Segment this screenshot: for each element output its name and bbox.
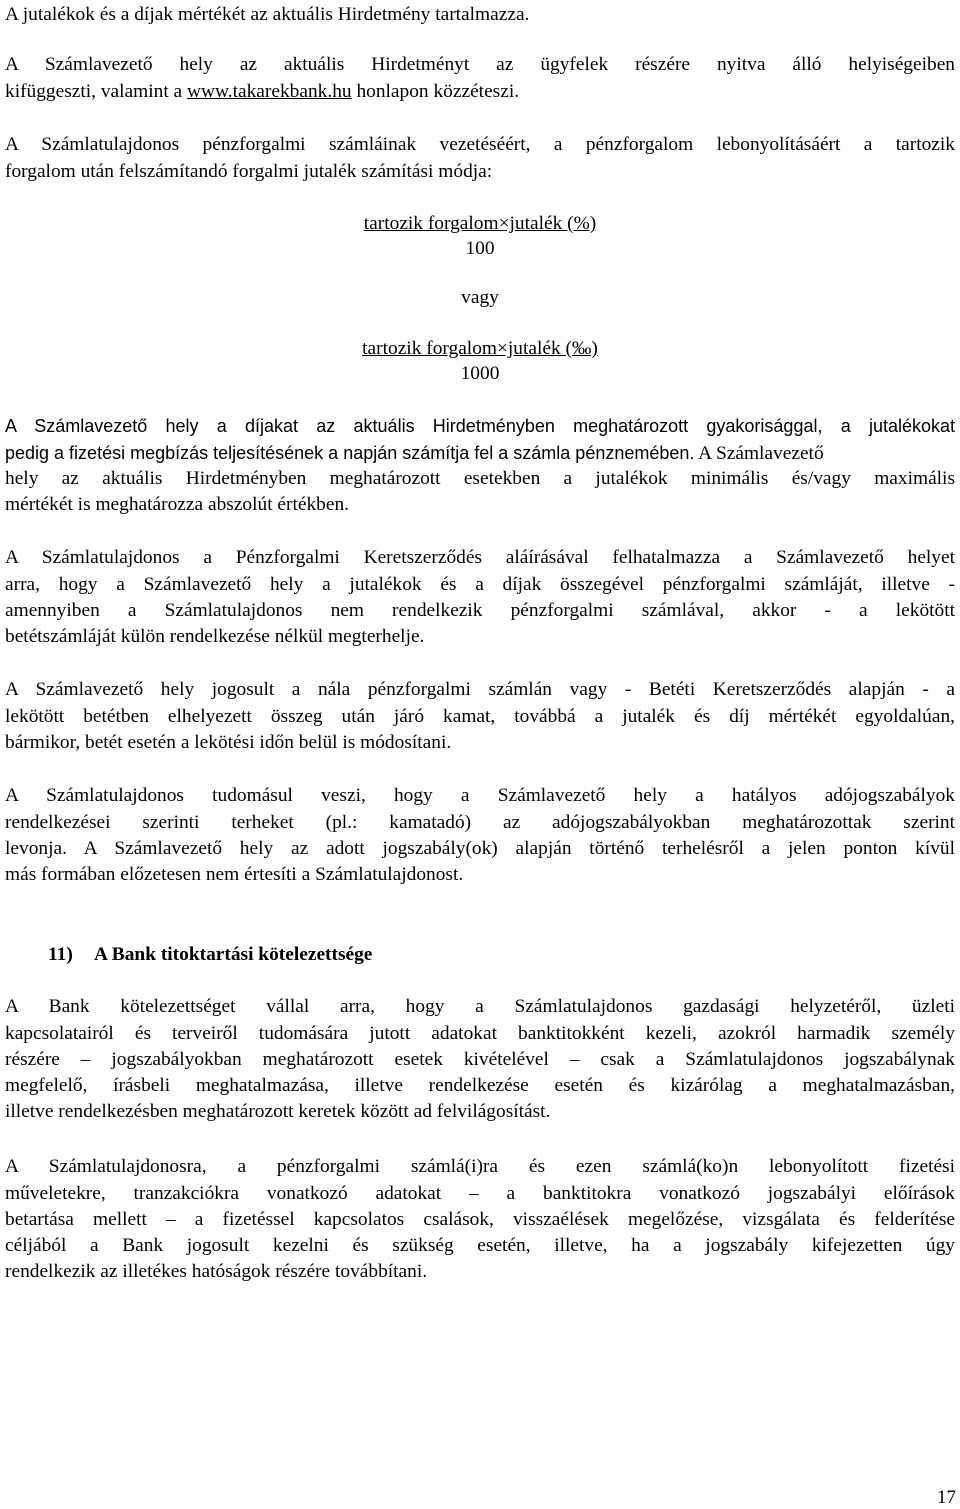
section-number: 11)	[48, 944, 73, 965]
paragraph-line: amennyiben a Számlatulajdonos nem rendelkezik pénzforgalmi számlával, akkor - a lekötött	[5, 600, 955, 621]
paragraph-line: A Számlavezető hely az aktuális Hirdetményt az ügyfelek részére nyitva álló helyiségeiben	[5, 54, 955, 75]
text-span: pedig a fizetési megbízás teljesítésének a napján számítja fel a számla pénznemében.	[5, 443, 695, 463]
paragraph-line: arra, hogy a Számlavezető hely a jutalékok és a díjak összegével pénzforgalmi számláját, illetve -	[5, 574, 955, 595]
paragraph-line: A Számlatulajdonos a Pénzforgalmi Keretszerződés aláírásával felhatalmazza a Számlavezető helyet	[5, 547, 955, 568]
paragraph-line: részére – jogszabályokban meghatározott esetek kivételével – csak a Számlatulajdonos jogszabálynak	[5, 1049, 955, 1070]
text-span: kifüggeszti, valamint a	[5, 81, 188, 102]
paragraph-line	[5, 79, 955, 105]
paragraph-line: A Számlatulajdonos pénzforgalmi számláinak vezetéséért, a pénzforgalom lebonyolításáért a tartozik	[5, 134, 955, 155]
paragraph-line: rendelkezik az illetékes hatóságok részére továbbítani.	[5, 1261, 428, 1282]
paragraph-line: más formában előzetesen nem értesíti a Számlatulajdonost.	[5, 864, 464, 885]
paragraph-line: A Számlavezető hely a díjakat az aktuális Hirdetményben meghatározott gyakorisággal, a jutalékokat	[5, 416, 955, 436]
paragraph-line: műveletekre, tranzakciókra vonatkozó adatokat – a banktitokra vonatkozó jogszabályi előírások	[5, 1183, 955, 1204]
website-link[interactable]: www.takarekbank.hu	[187, 81, 352, 102]
paragraph-line: céljából a Bank jogosult kezelni és szükség esetén, illetve, ha a jogszabály kifejezetten úgy	[5, 1235, 955, 1256]
paragraph-line: forgalom után felszámítandó forgalmi jutalék számítási módja:	[5, 161, 493, 182]
paragraph-line: betétszámláját külön rendelkezése nélkül megterhelje.	[5, 626, 425, 647]
formula-numerator-text: tartozik forgalom×jutalék (‰)	[362, 338, 598, 359]
formula-numerator-text: tartozik forgalom×jutalék (%)	[363, 213, 597, 234]
paragraph-line: A Bank kötelezettséget vállal arra, hogy a Számlatulajdonos gazdasági helyzetéről, üzleti	[5, 996, 955, 1017]
paragraph-line: illetve rendelkezésben meghatározott keretek között ad felvilágosítást.	[5, 1101, 551, 1122]
formula-connector: vagy	[461, 287, 499, 308]
paragraph-line: lekötött betétben elhelyezett összeg után járó kamat, továbbá a jutalék és díj mértékét egyoldalúan,	[5, 706, 955, 727]
page-number: 17	[937, 1487, 956, 1508]
paragraph-line: mértékét is meghatározza abszolút értékben.	[5, 494, 350, 515]
paragraph-line: A Számlatulajdonosra, a pénzforgalmi számlá(i)ra és ezen számlá(ko)n lebonyolított fizetési	[5, 1156, 955, 1177]
paragraph-line: A Számlavezető hely jogosult a nála pénzforgalmi számlán vagy - Betéti Keretszerződés alapján - a	[5, 679, 955, 700]
text-span: A Számlavezető	[694, 443, 824, 464]
text-span: honlapon közzéteszi.	[351, 81, 520, 102]
formula-numerator	[5, 336, 955, 362]
paragraph-line: betartása mellett – a fizetéssel kapcsolatos csalások, visszaélések megelőzése, vizsgálata és felderítése	[5, 1209, 955, 1230]
paragraph-line: bármikor, betét esetén a lekötési időn belül is módosítani.	[5, 732, 452, 753]
paragraph-line: A jutalékok és a díjak mértékét az aktuális Hirdetmény tartalmazza.	[5, 4, 530, 25]
paragraph-line	[5, 440, 955, 467]
paragraph-line: megfelelő, írásbeli meghatalmazása, illetve rendelkezése esetén és kizárólag a meghatalmazásban,	[5, 1075, 955, 1096]
formula-denominator: 1000	[460, 363, 500, 384]
paragraph-line: A Számlatulajdonos tudomásul veszi, hogy a Számlavezető hely a hatályos adójogszabályok	[5, 785, 955, 806]
formula-denominator: 100	[465, 238, 495, 259]
paragraph-line: hely az aktuális Hirdetményben meghatározott esetekben a jutalékok minimális és/vagy maximális	[5, 468, 955, 489]
paragraph-line: kapcsolatairól és terveiről tudomására jutott adatokat banktitokként kezeli, azokról harmadik személy	[5, 1023, 955, 1044]
paragraph-line: rendelkezései szerinti terheket (pl.: kamatadó) az adójogszabályokban meghatározottak szerint	[5, 812, 955, 833]
section-title: A Bank titoktartási kötelezettsége	[94, 944, 373, 965]
paragraph-line: levonja. A Számlavezető hely az adott jogszabály(ok) alapján történő terhelésről a jelen ponton kívül	[5, 838, 955, 859]
formula-numerator	[5, 211, 955, 237]
